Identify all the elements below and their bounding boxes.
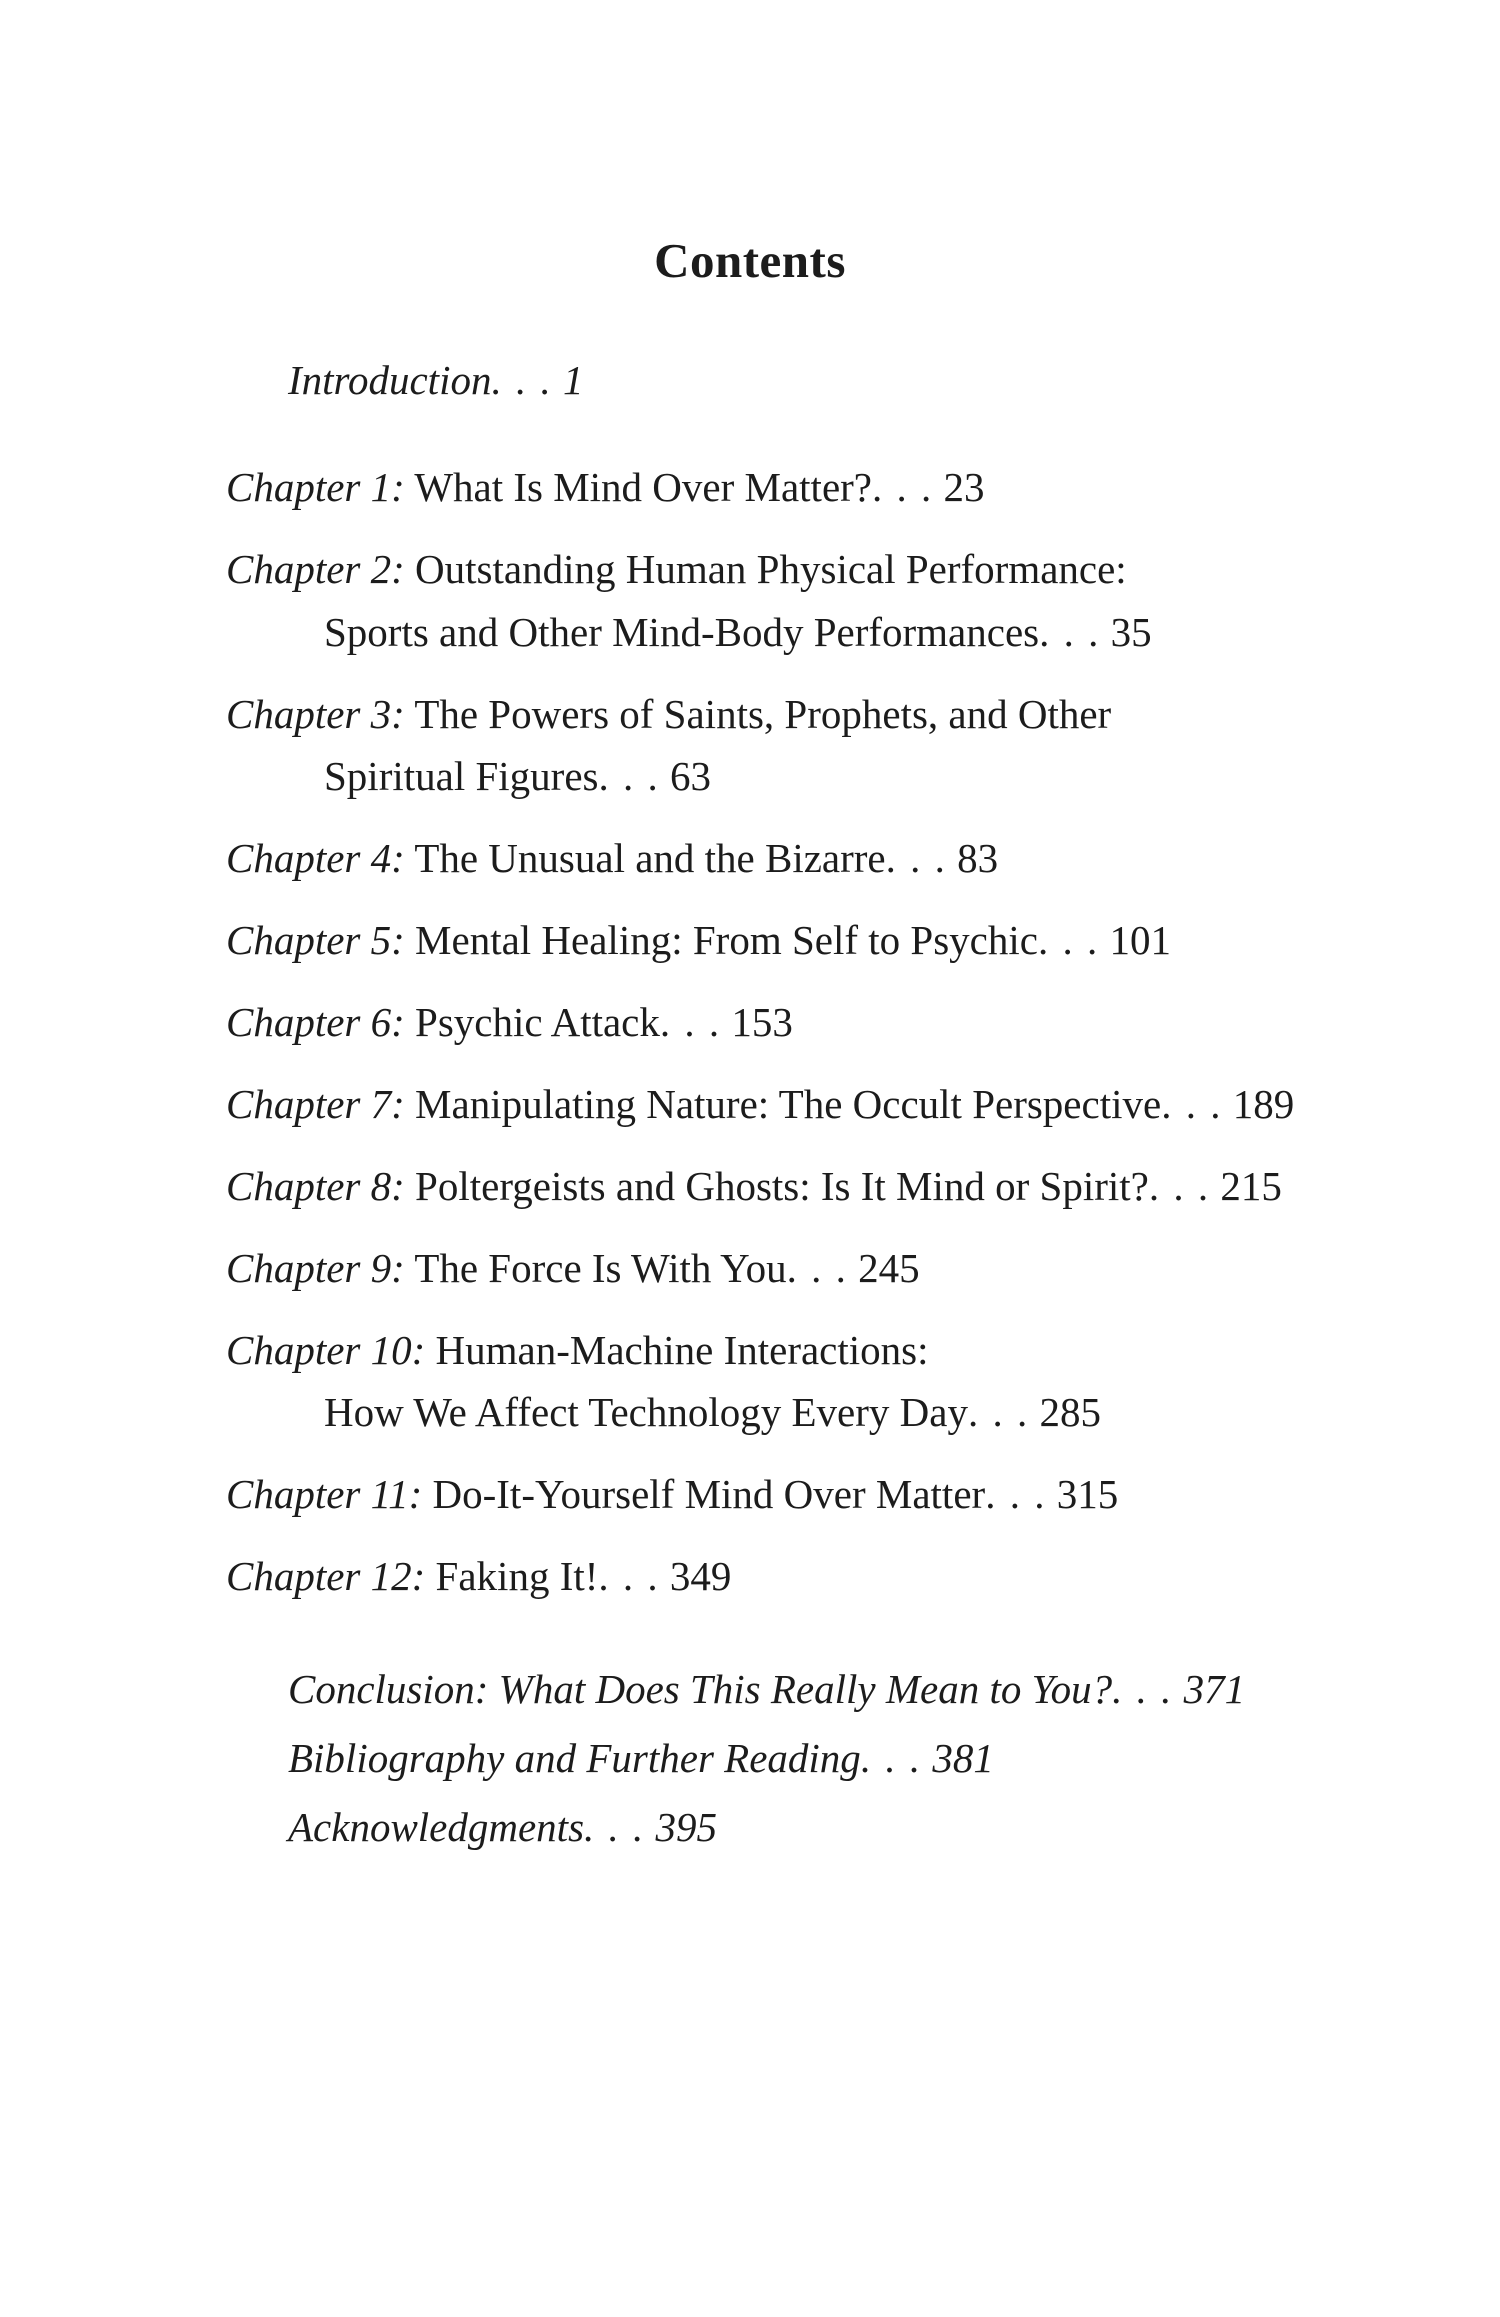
toc-entry-chapter-3-continued[interactable] <box>324 753 711 799</box>
chapter-page: 83 <box>957 835 999 881</box>
toc-entry-introduction[interactable] <box>288 357 584 403</box>
chapter-label: Chapter 3: <box>226 691 405 737</box>
chapter-page: 285 <box>1039 1389 1101 1435</box>
toc-entry-chapter-6[interactable] <box>226 999 793 1045</box>
chapter-page: 349 <box>669 1553 732 1599</box>
chapter-page: 215 <box>1220 1163 1282 1209</box>
chapter-label: Chapter 11: <box>226 1471 423 1517</box>
toc-separator: . . . <box>598 753 660 799</box>
toc-separator: . . . <box>1161 1081 1223 1127</box>
toc-entry-bibliography[interactable] <box>288 1735 994 1781</box>
toc-entry-chapter-7[interactable] <box>226 1081 1295 1127</box>
toc-entry-acknowledgments[interactable] <box>288 1804 718 1850</box>
chapter-label: Chapter 8: <box>226 1163 405 1209</box>
chapter-label: Chapter 9: <box>226 1245 405 1291</box>
chapter-title: Mental Healing: From Self to Psychic <box>415 917 1038 963</box>
chapter-title: Do-It-Yourself Mind Over Matter <box>432 1471 986 1517</box>
chapter-title: What Is Mind Over Matter? <box>414 464 872 510</box>
toc-entry-page: 381 <box>932 1735 994 1781</box>
chapter-title: The Powers of Saints, Prophets, and Other <box>414 691 1112 737</box>
chapter-page: 35 <box>1110 609 1152 655</box>
chapter-page: 101 <box>1109 917 1171 963</box>
toc-entry-chapter-8[interactable] <box>226 1163 1282 1209</box>
toc-separator: . . . <box>1037 917 1100 963</box>
toc-separator: . . . <box>885 835 947 881</box>
chapter-title: Human-Machine Interactions: <box>435 1327 929 1373</box>
chapter-title: Poltergeists and Ghosts: Is It Mind or Spirit? <box>415 1163 1149 1209</box>
toc-entry-chapter-10[interactable] <box>226 1327 929 1373</box>
chapter-title-continued: Sports and Other Mind-Body Performances <box>324 609 1040 655</box>
chapter-page: 189 <box>1232 1081 1295 1127</box>
chapter-page: 63 <box>669 753 711 799</box>
chapter-label: Chapter 4: <box>226 835 405 881</box>
chapter-page: 153 <box>731 999 793 1045</box>
toc-separator: . . . <box>584 1804 646 1850</box>
toc-entry-page: 1 <box>562 357 584 403</box>
chapter-label: Chapter 10: <box>226 1327 426 1373</box>
toc-entry-label: Conclusion: What Does This Really Mean to You? <box>288 1666 1113 1712</box>
toc-separator: . . . <box>1039 609 1101 655</box>
toc-separator: . . . <box>872 464 934 510</box>
chapter-label: Chapter 7: <box>226 1081 405 1127</box>
toc-separator: . . . <box>1112 1666 1174 1712</box>
chapter-title: Manipulating Nature: The Occult Perspective <box>415 1081 1162 1127</box>
page-title: Contents <box>654 233 846 288</box>
toc-entry-chapter-5[interactable] <box>226 917 1171 963</box>
chapter-title: The Force Is With You <box>414 1245 787 1291</box>
chapter-label: Chapter 6: <box>226 999 405 1045</box>
chapter-page: 315 <box>1056 1471 1119 1517</box>
toc-entry-label: Acknowledgments <box>288 1804 585 1850</box>
chapter-title: The Unusual and the Bizarre <box>414 835 886 881</box>
chapter-label: Chapter 2: <box>226 546 405 592</box>
toc-entry-label: Introduction <box>288 357 492 403</box>
toc-separator: . . . <box>1148 1163 1211 1209</box>
chapter-title-continued: Spiritual Figures <box>324 753 599 799</box>
chapter-title: Outstanding Human Physical Performance: <box>415 546 1127 592</box>
toc-separator: . . . <box>786 1245 848 1291</box>
toc-entry-chapter-3[interactable] <box>226 691 1112 737</box>
toc-entry-page: 395 <box>655 1804 718 1850</box>
toc-entry-chapter-2[interactable] <box>226 546 1127 592</box>
chapter-title: Psychic Attack <box>415 999 660 1045</box>
toc-separator: . . . <box>985 1471 1047 1517</box>
chapter-label: Chapter 5: <box>226 917 405 963</box>
toc-entry-chapter-12[interactable] <box>226 1553 732 1599</box>
toc-separator: . . . <box>491 357 553 403</box>
chapter-page: 23 <box>943 464 985 510</box>
toc-separator: . . . <box>967 1389 1030 1435</box>
toc-entry-chapter-11[interactable] <box>226 1471 1119 1517</box>
toc-separator: . . . <box>659 999 722 1045</box>
toc-entry-chapter-1[interactable] <box>226 464 985 510</box>
toc-entry-chapter-9[interactable] <box>226 1245 920 1291</box>
toc-entry-page: 371 <box>1183 1666 1246 1712</box>
chapter-page: 245 <box>858 1245 920 1291</box>
chapter-label: Chapter 1: <box>226 464 405 510</box>
toc-separator: . . . <box>860 1735 923 1781</box>
toc-entry-chapter-2-continued[interactable] <box>324 609 1152 655</box>
chapter-label: Chapter 12: <box>226 1553 426 1599</box>
toc-entry-chapter-10-continued[interactable] <box>324 1389 1101 1435</box>
toc-entry-conclusion[interactable] <box>288 1666 1246 1712</box>
toc-separator: . . . <box>598 1553 660 1599</box>
chapter-title: Faking It! <box>435 1553 599 1599</box>
chapter-title-continued: How We Affect Technology Every Day <box>324 1389 968 1435</box>
toc-entry-label: Bibliography and Further Reading <box>288 1735 861 1781</box>
toc-entry-chapter-4[interactable] <box>226 835 999 881</box>
